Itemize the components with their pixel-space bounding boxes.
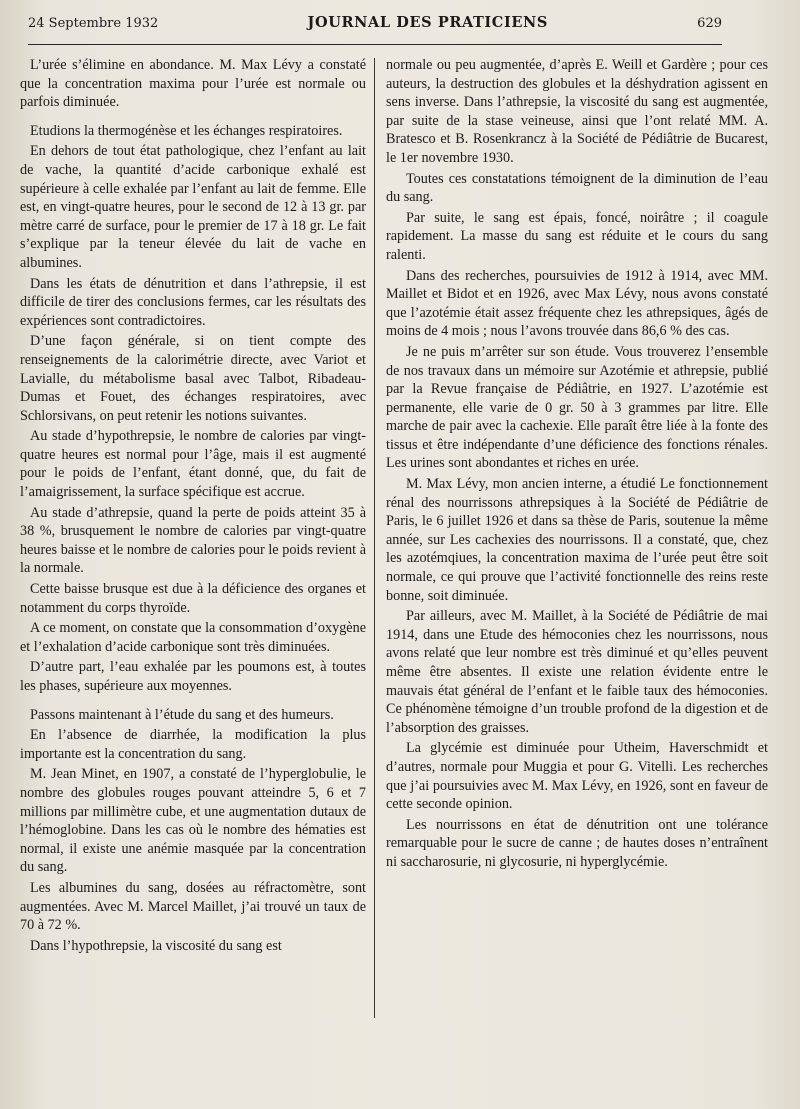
right-column xyxy=(386,56,768,874)
paragraph: M. Jean Minet, en 1907, a constaté de l’hyperglobulie, le nombre des globules rouges pouvant atteindre 5, 6 et 7 millions par millimètre cube, et une augmentation dutaux de l’hémoglobine. Dans les cas où le nombre des hématies est normal, il existe une anémie masquée par la concentration du sang. xyxy=(20,766,366,876)
paragraph: Je ne puis m’arrêter sur son étude. Vous trouverez l’ensemble de nos travaux dans un mémoire sur Azotémie et athrepsie, publié par la Revue française de Pédiâtrie, en 1927. L’azotémie est permanente, elle varie de 0 gr. 50 à 3 grammes par litre. Elle marche de pair avec la cachexie. Elle paraît être liée à la fonte des tissus et être indépendante d’une déficience des fonctions rénales. Les urines sont abondantes et riches en urée. xyxy=(386,343,768,472)
paragraph: Au stade d’hypothrepsie, le nombre de calories par vingt-quatre heures est normal pour l’âge, mais il est augmenté pour le poids de l’enfant, étant donné, que, du fait de l’amaigrissement, la surface spécifique est accrue. xyxy=(20,428,366,501)
paragraph: Etudions la thermogénèse et les échanges respiratoires. xyxy=(30,122,343,139)
paragraph: Par suite, le sang est épais, foncé, noirâtre ; il coagule rapidement. La masse du sang est réduite et le cours du sang ralenti. xyxy=(386,209,768,263)
paragraph: L’urée s’élimine en abondance. M. Max Lévy a constaté que la concentration maxima pour l’urée est normale ou parfois diminuée. xyxy=(20,57,366,111)
journal-title: JOURNAL DES PRATICIENS xyxy=(307,14,548,31)
paragraph: Au stade d’athrepsie, quand la perte de poids atteint 35 à 38 %, brusquement le nombre de calories par vingt-quatre heures baisse et le nombre de calories pour le poids revient à la normale. xyxy=(20,504,366,577)
left-column xyxy=(20,56,366,957)
running-header xyxy=(28,14,722,45)
paragraph: Les albumines du sang, dosées au réfractomètre, sont augmentées. Avec M. Marcel Maillet, j’ai trouvé un taux de 70 à 72 %. xyxy=(20,879,366,934)
paragraph: Cette baisse brusque est due à la déficience des organes et notamment du corps thyroïde. xyxy=(20,581,366,616)
paragraph: M. Max Lévy, mon ancien interne, a étudié Le fonctionnement rénal des nourrissons athrepsiques à la Société de Pédiâtrie de Paris, le 6 juillet 1926 et dans sa thèse de Paris, soutenue la même année, sur Les cachexies des nourrissons. Il a constaté, que, chez les azotémqiues, la concentration maxima de l’urée peut être soit normale, ce qui prouve que l’activité fonctionnelle des reins reste bonne, soit diminuée. xyxy=(386,476,768,604)
paragraph: Les nourrissons en état de dénutrition ont une tolérance remarquable pour le sucre de canne ; de hautes doses n’entraînent ni saccharosurie, ni glycosurie, ni hyperglycémie. xyxy=(386,816,768,870)
page-number: 629 xyxy=(697,16,722,31)
header-date: 24 Septembre 1932 xyxy=(28,16,159,31)
paragraph: D’une façon générale, si on tient compte des renseignements de la calorimétrie directe, avec Variot et Lavialle, du métabolisme basal avec Talbot, Ribadeau-Dumas et Fouet, des échanges respiratoires, avec Schlorsivans, on peut retenir les notions suivantes. xyxy=(20,333,366,424)
paragraph: En dehors de tout état pathologique, chez l’enfant au lait de vache, la quantité d’acide carbonique exhalé est supérieure à celle exhalée par l’enfant au lait de femme. Elle est, en vingt-quatre heures, pour le second de 12 à 13 gr. par mètre carré de surface, pour le premier de 17 à 18 gr. Le fait s’explique par la teneur élevée du lait de vache en albumines. xyxy=(20,143,366,271)
paragraph: normale ou peu augmentée, d’après E. Weill et Gardère ; pour ces auteurs, la destruction des globules et la déshydration agissent en sens inverse. Dans l’athrepsie, la viscosité du sang est augmentée, par suite de la stase veineuse, ainsi que l’ont relaté MM. A. Bratesco et B. Rosenkrancz à la Société de Pédiâtrie de Bucarest, le 1er novembre 1930. xyxy=(386,57,768,166)
paragraph: En l’absence de diarrhée, la modification la plus importante est la concentration du sang. xyxy=(20,727,366,762)
paragraph: Par ailleurs, avec M. Maillet, à la Société de Pédiâtrie de mai 1914, dans une Etude des hémoconies chez les nourrissons, nous avons relaté que leur nombre est très diminué et qu’elles peuvent même être absentes. Il existe une relation évidente entre le mauvais état général de l’enfant et le faible taux des hémoconies. Ce phénomène témoigne d’un trouble profond de la digestion et de l’absorption des graisses. xyxy=(386,608,768,736)
paragraph: Dans des recherches, poursuivies de 1912 à 1914, avec MM. Maillet et Bidot et en 1926, avec Max Lévy, nous avons constaté que l’azotémie était assez fréquente chez les athrepsiques, âgés de moins de 4 mois ; nous l’avons trouvée dans 86,6 % des cas. xyxy=(386,267,768,340)
column-rule xyxy=(374,58,375,1018)
paragraph: Passons maintenant à l’étude du sang et des humeurs. xyxy=(30,706,334,723)
paragraph: A ce moment, on constate que la consommation d’oxygène et l’exhalation d’acide carbonique sont très diminuées. xyxy=(20,620,366,655)
paragraph: D’autre part, l’eau exhalée par les poumons est, à toutes les phases, supérieure aux moyennes. xyxy=(20,659,366,694)
paragraph: Toutes ces constatations témoignent de la diminution de l’eau du sang. xyxy=(386,170,768,206)
paragraph: Dans l’hypothrepsie, la viscosité du sang est xyxy=(30,937,282,954)
paragraph: La glycémie est diminuée pour Utheim, Haverschmidt et d’autres, normale pour Muggia et pour G. Vitelli. Les recherches que j’ai poursuivies avec M. Max Lévy, en 1926, sont en faveur de cette seconde opinion. xyxy=(386,740,768,813)
paragraph: Dans les états de dénutrition et dans l’athrepsie, il est difficile de tirer des conclusions fermes, car les résultats des expériences sont contradictoires. xyxy=(20,275,366,329)
